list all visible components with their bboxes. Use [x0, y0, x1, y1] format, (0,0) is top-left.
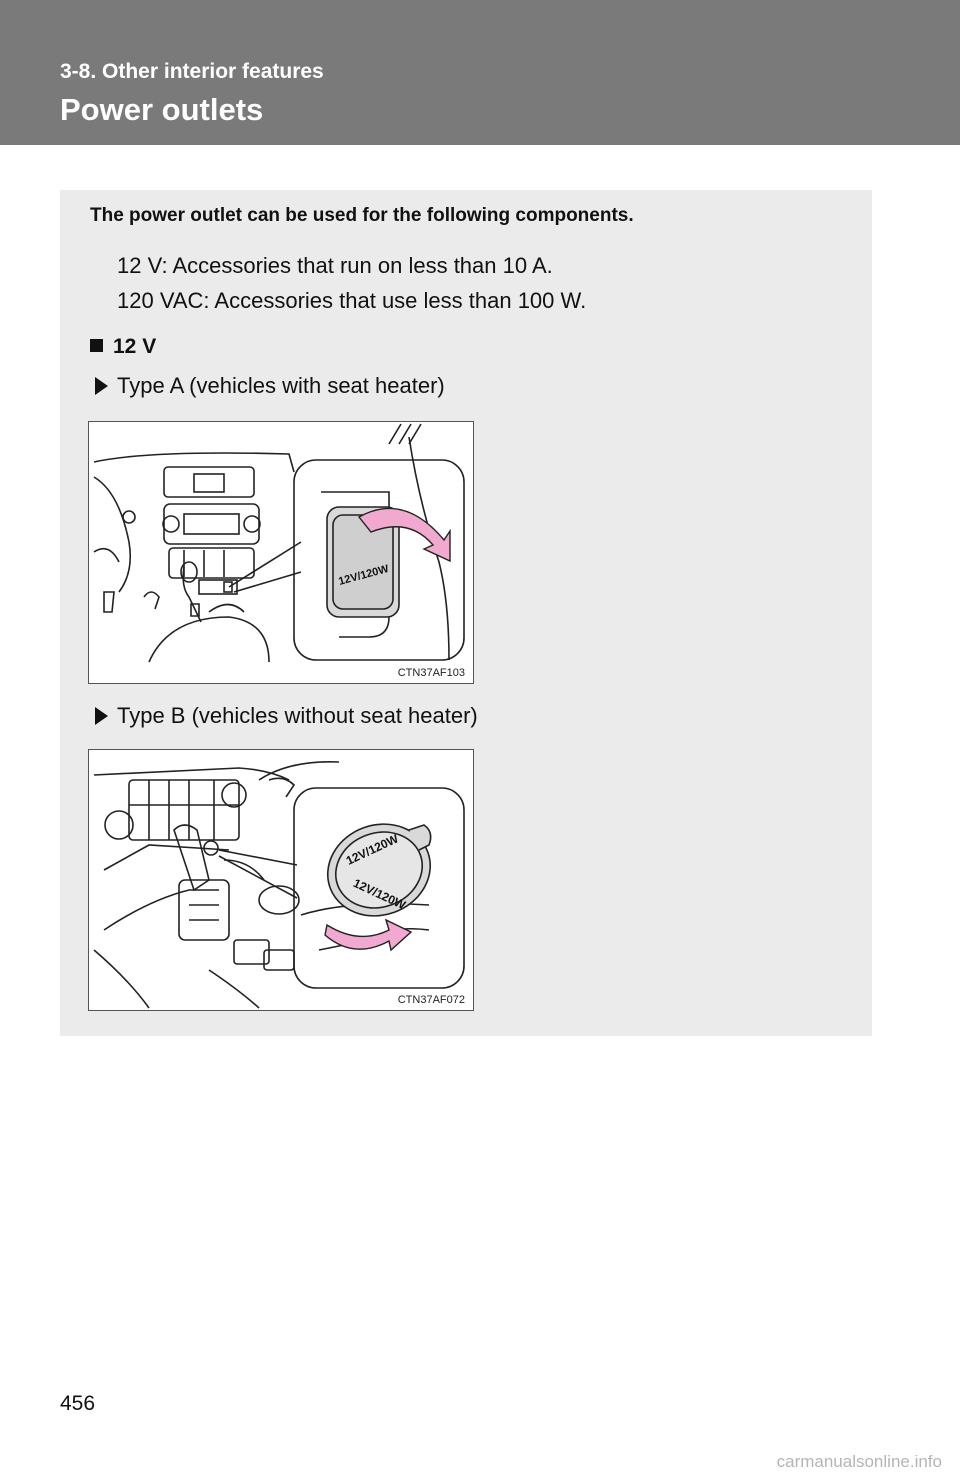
type-a-heading	[95, 373, 445, 399]
usage-120vac: 120 VAC: Accessories that use less than 100 W.	[117, 288, 587, 313]
subsection-label: 12 V	[113, 335, 157, 358]
page-number: 456	[60, 1392, 96, 1415]
triangle-arrow-icon	[95, 707, 108, 725]
triangle-arrow-icon	[95, 377, 108, 395]
page-title: Power outlets	[60, 92, 264, 127]
type-b-label: Type B (vehicles without seat heater)	[117, 703, 478, 728]
outlet-cap-label-b1: 12V/120W	[343, 831, 401, 868]
figure-type-a	[88, 421, 474, 684]
console-illustration-b	[89, 750, 473, 1010]
intro-text: The power outlet can be used for the following components.	[90, 205, 634, 226]
figure-code-b: CTN37AF072	[397, 994, 465, 1006]
type-b-heading	[95, 703, 478, 729]
dashboard-illustration-a	[89, 422, 473, 683]
figure-code-a: CTN37AF103	[397, 667, 465, 679]
subsection-heading	[90, 335, 156, 359]
figure-type-b	[88, 749, 474, 1011]
section-label: 3-8. Other interior features	[60, 60, 324, 83]
outlet-cap-label-b2: 12V/120W	[351, 875, 408, 913]
page-header	[0, 0, 960, 145]
type-a-label: Type A (vehicles with seat heater)	[117, 373, 445, 398]
watermark: carmanualsonline.info	[776, 1452, 942, 1471]
usage-12v: 12 V: Accessories that run on less than 10 A.	[117, 253, 553, 278]
outlet-cap-label-a: 12V/120W	[337, 562, 391, 588]
square-bullet-icon	[90, 339, 103, 352]
